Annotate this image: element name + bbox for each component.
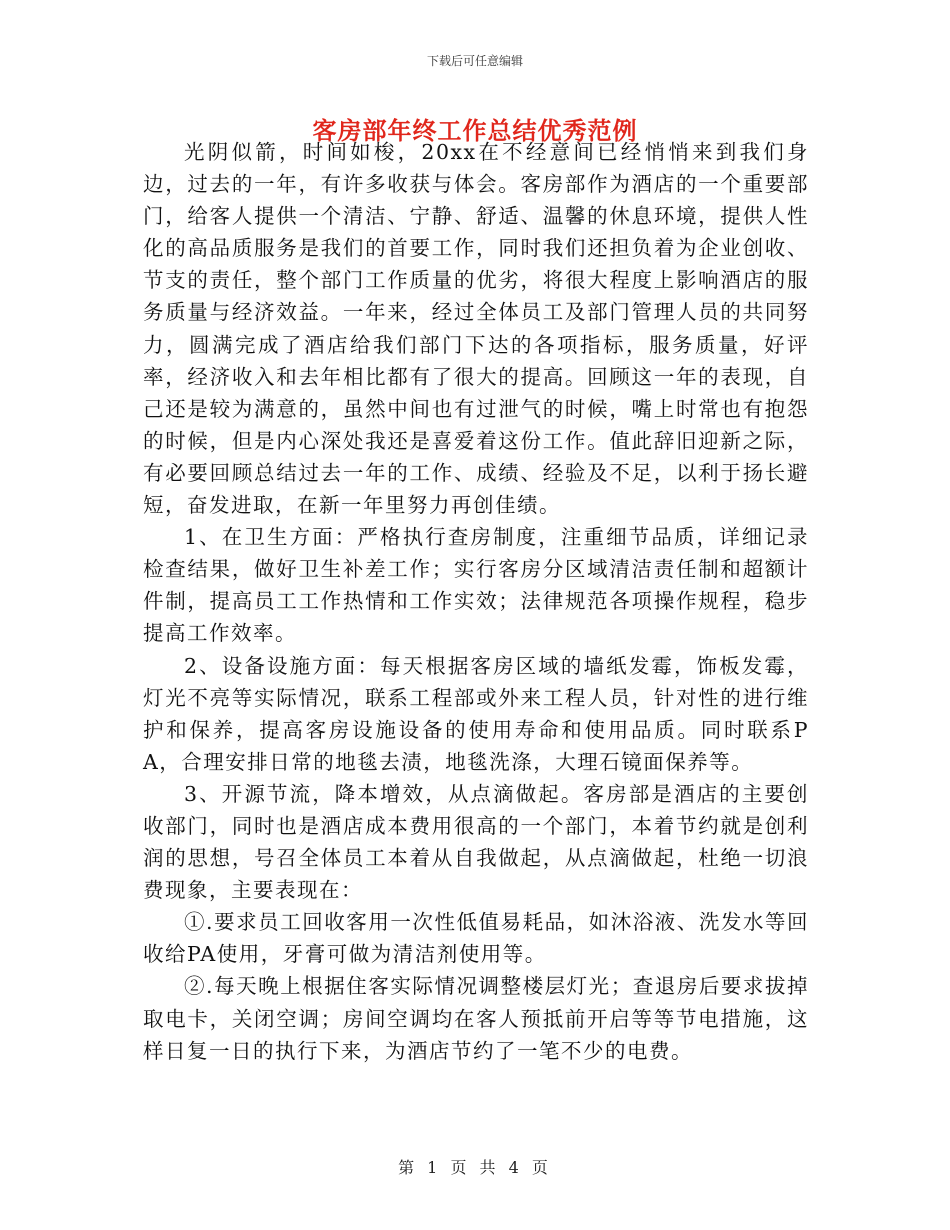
document-body bbox=[143, 136, 809, 1067]
paragraph-cost-saving: 3、开源节流，降本增效，从点滴做起。客房部是酒店的主要创收部门，同时也是酒店成本费用很高的一个部门，本着节约就是创利润的思想，号召全体员工本着从自我做起，从点滴做起，杜绝一切浪费现象，主要表现在： bbox=[143, 781, 809, 903]
paragraph-intro: 光阴似箭，时间如梭，20xx在不经意间已经悄悄来到我们身边，过去的一年，有许多收获与体会。客房部作为酒店的一个重要部门，给客人提供一个清洁、宁静、舒适、温馨的休息环境，提供人性化的高品质服务是我们的首要工作，同时我们还担负着为企业创收、节支的责任，整个部门工作质量的优劣，将很大程度上影响酒店的服务质量与经济效益。一年来，经过全体员工及部门管理人员的共同努力，圆满完成了酒店给我们部门下达的各项指标，服务质量，好评率，经济收入和去年相比都有了很大的提高。回顾这一年的表现，自己还是较为满意的，虽然中间也有过泄气的时候，嘴上时常也有抱怨的时候，但是内心深处我还是喜爱着这份工作。值此辞旧迎新之际，有必要回顾总结过去一年的工作、成绩、经验及不足，以利于扬长避短，奋发进取，在新一年里努力再创佳绩。 bbox=[143, 140, 809, 518]
paragraph-facilities: 2、设备设施方面：每天根据客房区域的墙纸发霉，饰板发霉，灯光不亮等实际情况，联系工程部或外来工程人员，针对性的进行维护和保养，提高客房设施设备的使用寿命和使用品质。同时联系PA，合理安排日常的地毯去渍，地毯洗涤，大理石镜面保养等。 bbox=[143, 653, 809, 774]
page-footer-indicator: 第 1 页 共 4 页 bbox=[398, 1158, 552, 1177]
page-header-note: 下载后可任意编辑 bbox=[426, 54, 523, 68]
paragraph-item-2: ②.每天晚上根据住客实际情况调整楼层灯光；查退房后要求拔掉取电卡，关闭空调；房间空调均在客人预抵前开启等等节电措施，这样日复一日的执行下来，为酒店节约了一笔不少的电费。 bbox=[143, 974, 809, 1063]
document-title: 客房部年终工作总结优秀范例 bbox=[312, 116, 638, 145]
paragraph-hygiene: 1、在卫生方面：严格执行查房制度，注重细节品质，详细记录检查结果，做好卫生补差工作；实行客房分区域清洁责任制和超额计件制，提高员工工作热情和工作实效；法律规范各项操作规程，稳步提高工作效率。 bbox=[143, 525, 809, 646]
paragraph-item-1: ①.要求员工回收客用一次性低值易耗品，如沐浴液、洗发水等回收给PA使用，牙膏可做为清洁剂使用等。 bbox=[143, 910, 809, 967]
